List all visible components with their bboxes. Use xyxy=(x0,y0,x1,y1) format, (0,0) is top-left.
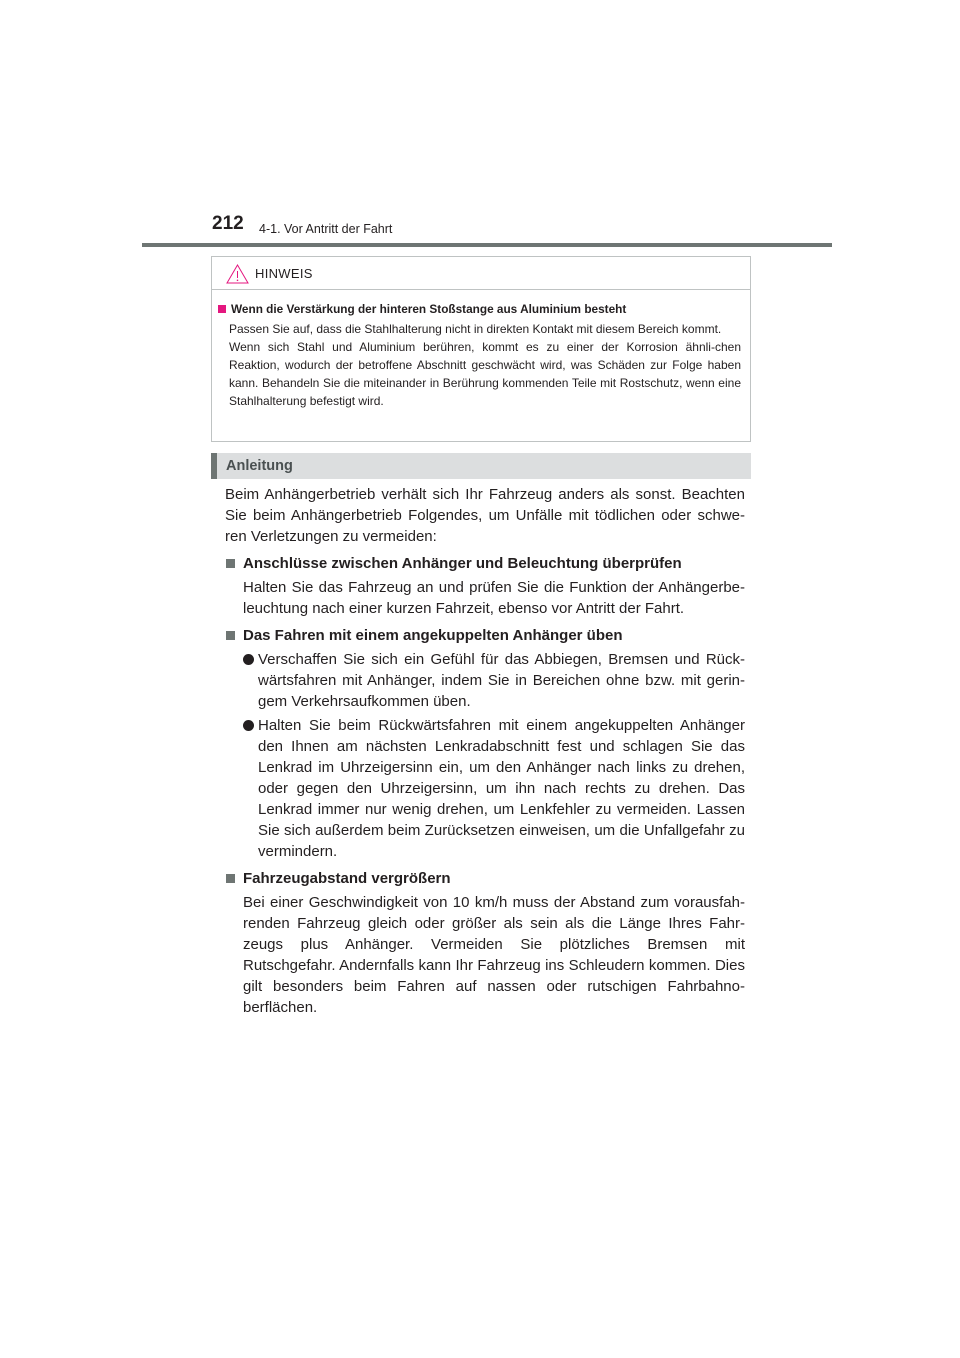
warning-triangle-icon xyxy=(226,264,249,284)
subheading xyxy=(225,868,745,889)
section-header xyxy=(211,453,751,479)
round-bullet-icon xyxy=(243,654,254,665)
notice-paragraph: Wenn sich Stahl und Aluminium berühren, kommt es zu einer der Korrosion ähnli-chen Reaktion, wodurch der betroffene Abschnitt geschwächt wird, was Schäden zur Folge haben kann. Behandeln Sie die miteinander in Berührung kommenden Teile mit Rostschutz, wenn eine Stahlhalterung befestigt wird. xyxy=(229,340,741,408)
square-bullet-icon xyxy=(226,631,235,640)
square-bullet-icon xyxy=(218,305,226,313)
header-rule xyxy=(142,243,832,247)
main-content xyxy=(225,484,745,1018)
body-paragraph: Bei einer Geschwindigkeit von 10 km/h muss der Abstand zum vorausfah-renden Fahrzeug gleich oder größer als sein als die Länge Ihres Fahr-zeugs plus Anhänger. Vermeiden Sie plötzliches Bremsen mit Rutschgefahr. Andernfalls kann Ihr Fahrzeug ins Schleudern kommen. Dies gilt besonders beim Fahren auf nassen oder rutschigen Fahrbahno-berflächen. xyxy=(243,894,745,1016)
notice-paragraph: Passen Sie auf, dass die Stahlhalterung nicht in direkten Kontakt mit diesem Bereich kommt. xyxy=(229,322,722,336)
square-bullet-icon xyxy=(226,559,235,568)
round-bullet-icon xyxy=(243,720,254,731)
notice-header xyxy=(212,257,750,290)
intro-paragraph: Beim Anhängerbetrieb verhält sich Ihr Fahrzeug anders als sonst. Beachten Sie beim Anhängerbetrieb Folgendes, um Unfälle mit tödlichen oder schwe-ren Verletzungen zu vermeiden: xyxy=(225,486,745,545)
notice-body xyxy=(229,320,741,410)
subheading xyxy=(225,625,745,646)
subheading-text: Fahrzeugabstand vergrößern xyxy=(243,870,451,887)
body-paragraph: Halten Sie das Fahrzeug an und prüfen Sie die Funktion der Anhängerbe-leuchtung nach einer kurzen Fahrzeit, ebenso vor Antritt der Fahrt. xyxy=(243,579,745,617)
bullet-text: Halten Sie beim Rückwärtsfahren mit einem angekuppelten Anhänger den Ihnen am nächsten Lenkradabschnitt fest und schlagen Sie das Lenkrad im Uhrzeigersinn ein, um den Anhänger nach links zu drehen, oder gegen den Uhrzeigersinn, um ihn nach rechts zu drehen. Das Lenkrad immer nur wenig drehen, um Lenkfehler zu vermeiden. Lassen Sie sich außerdem beim Zurücksetzen einweisen, um die Unfallgefahr zu vermindern. xyxy=(258,717,745,860)
bullet-text: Verschaffen Sie sich ein Gefühl für das Abbiegen, Bremsen und Rück-wärtsfahren mit Anhänger, indem Sie in Bereichen ohne bzw. mit gerin-gem Verkehrsaufkommen üben. xyxy=(258,651,745,710)
bullet-item xyxy=(225,649,745,712)
page-number: 212 xyxy=(212,213,244,234)
square-bullet-icon xyxy=(226,874,235,883)
notice-box xyxy=(211,256,751,442)
notice-subheading-text: Wenn die Verstärkung der hinteren Stoßstange aus Aluminium besteht xyxy=(231,302,627,316)
subheading-text: Das Fahren mit einem angekuppelten Anhänger üben xyxy=(243,627,623,644)
notice-title: HINWEIS xyxy=(255,266,313,281)
subheading-text: Anschlüsse zwischen Anhänger und Beleuchtung überprüfen xyxy=(243,555,682,572)
subheading xyxy=(225,553,745,574)
section-title: Anleitung xyxy=(226,458,293,474)
chapter-title: 4-1. Vor Antritt der Fahrt xyxy=(259,222,393,236)
notice-subheading xyxy=(218,302,626,316)
section-accent xyxy=(211,453,217,479)
bullet-item xyxy=(225,715,745,862)
